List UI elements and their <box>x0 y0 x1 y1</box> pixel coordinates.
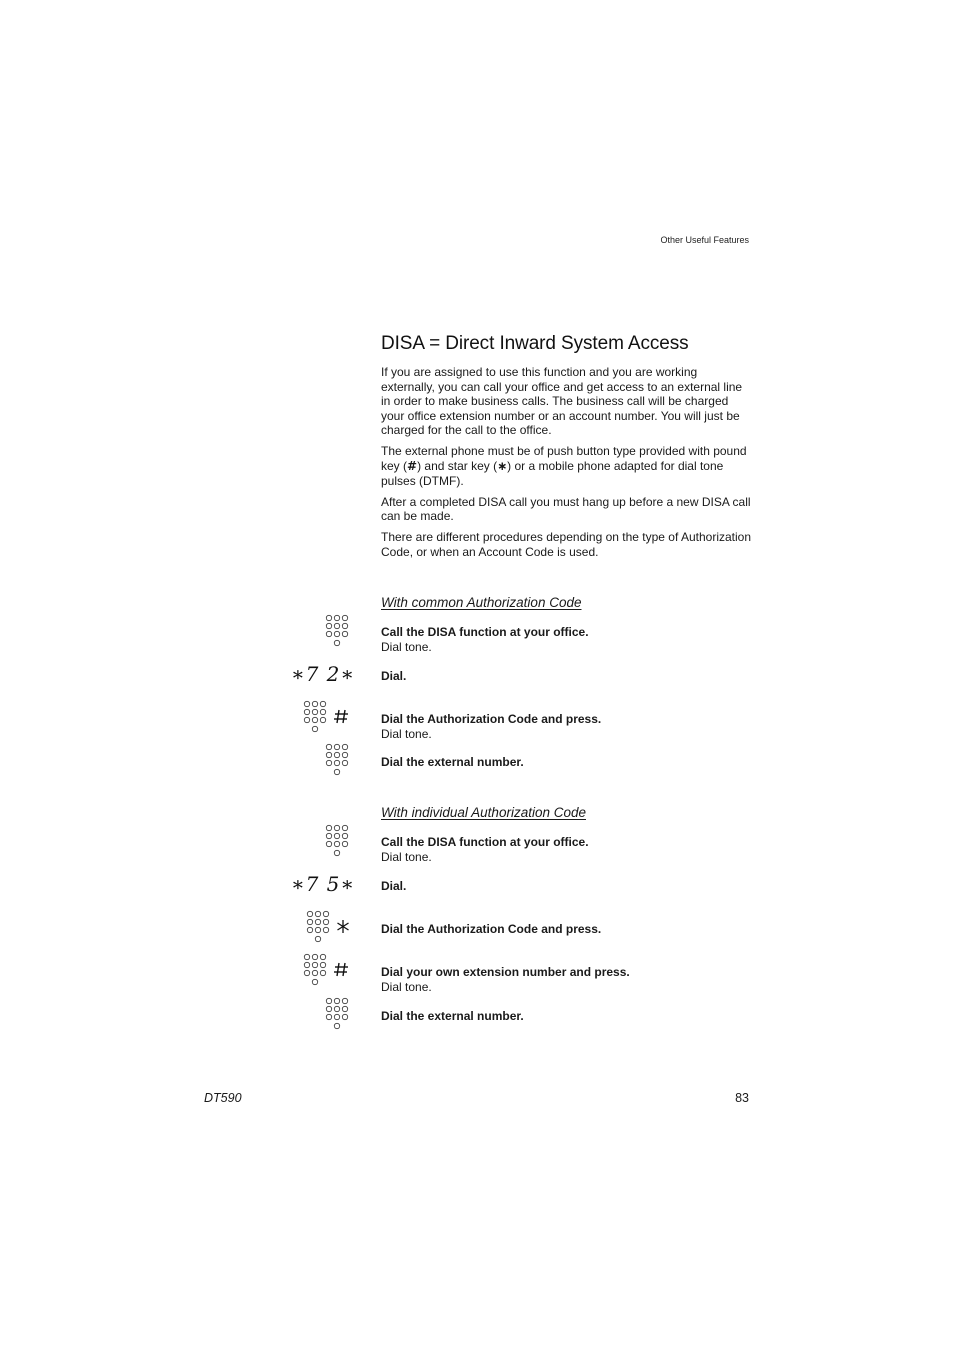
step-result: Dial tone. <box>381 726 432 741</box>
intro-paragraph: The external phone must be of push button type provided with pound key (#) and star key (∗) or a mobile phone adapted for dial tone pulses (DTMF). <box>381 444 747 488</box>
step-instruction: Dial the external number. <box>381 1009 524 1023</box>
step-result: Dial tone. <box>381 849 432 864</box>
keypad-icon <box>325 743 351 779</box>
step-dial <box>381 669 761 684</box>
page-title: DISA = Direct Inward System Access <box>381 333 689 354</box>
step-instruction: Dial the external number. <box>381 755 524 769</box>
step-instruction: Dial your own extension number and press. <box>381 965 630 979</box>
step-auth-code <box>381 712 761 741</box>
page-number: 83 <box>735 1091 749 1105</box>
footer-model: DT590 <box>204 1091 242 1105</box>
keypad-icon <box>325 614 351 650</box>
step-instruction: Call the DISA function at your office. <box>381 835 589 849</box>
step-result: Dial tone. <box>381 979 432 994</box>
step-auth-code <box>381 922 761 937</box>
step-instruction: Dial the Authorization Code and press. <box>381 922 602 936</box>
intro-paragraph: After a completed DISA call you must hang up before a new DISA call can be made. <box>381 494 751 524</box>
keypad-star-icon <box>306 910 352 946</box>
keypad-icon <box>325 997 351 1033</box>
keypad-hash-icon <box>303 700 351 736</box>
step-dial <box>381 879 761 894</box>
step-result: Dial tone. <box>381 639 432 654</box>
keypad-icon <box>325 824 351 860</box>
step-extension-number <box>381 965 761 994</box>
step-external-number <box>381 755 761 770</box>
section-heading-individual: With individual Authorization Code <box>381 805 586 820</box>
step-instruction: Dial the Authorization Code and press. <box>381 712 602 726</box>
step-external-number <box>381 1009 761 1024</box>
step-call-disa <box>381 835 761 864</box>
intro-paragraph: There are different procedures depending on the type of Authorization Code, or when an Account Code is used. <box>381 530 752 560</box>
dial-code-72: ∗7 2∗ <box>291 662 355 686</box>
dial-code-75: ∗7 5∗ <box>291 872 355 896</box>
step-call-disa <box>381 625 761 654</box>
step-instruction: Call the DISA function at your office. <box>381 625 589 639</box>
step-instruction: Dial. <box>381 879 407 893</box>
keypad-hash-icon <box>303 953 351 989</box>
running-header: Other Useful Features <box>660 235 749 245</box>
step-instruction: Dial. <box>381 669 407 683</box>
section-heading-common: With common Authorization Code <box>381 595 582 610</box>
intro-text <box>381 365 753 566</box>
intro-paragraph: If you are assigned to use this function and you are working externally, you can call your office and get access to an external line in order to make business calls. The business call will be charged your office extension number or an account number. You will just be charged for the call to the office. <box>381 365 743 438</box>
